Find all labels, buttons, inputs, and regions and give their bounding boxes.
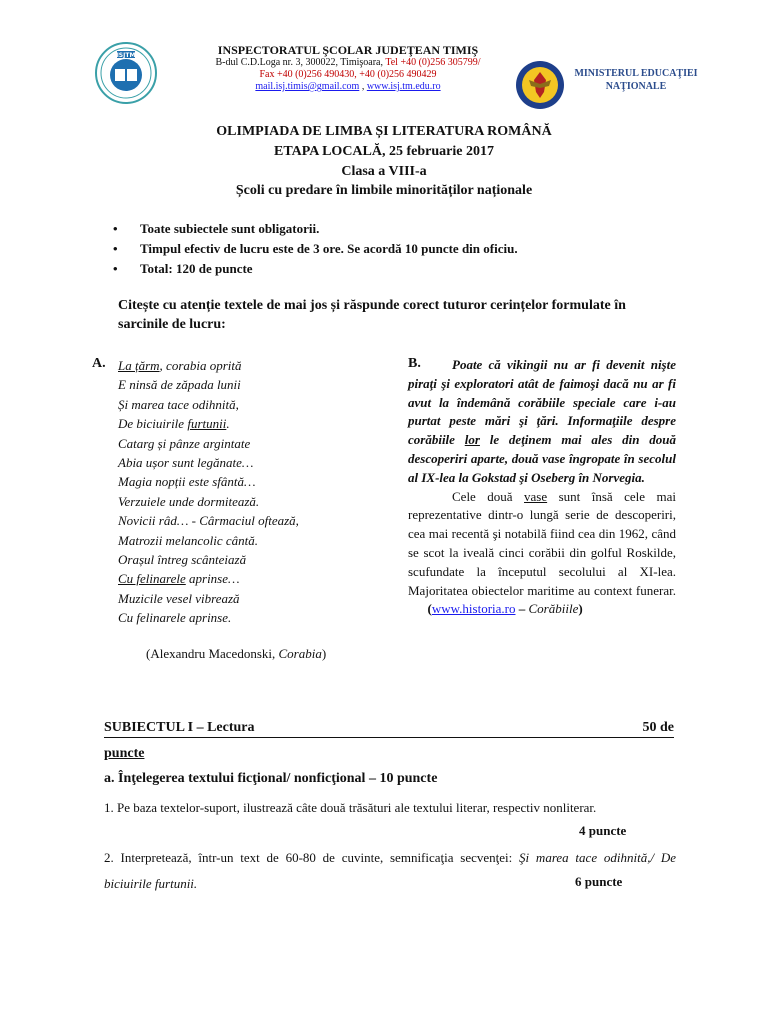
underlined-phrase: Cu felinarele: [118, 571, 186, 587]
poem-line: Muzicile vesel vibrează: [118, 590, 240, 606]
romania-coat-of-arms-icon: [515, 60, 565, 110]
website-link[interactable]: www.isj.tm.edu.ro: [366, 81, 441, 92]
poem-line: Matrozii melancolic cântă.: [118, 532, 258, 548]
section-a-label: a. Înţelegerea textului ficţional/ nonficţional: [104, 771, 366, 786]
poem-line-text: .: [226, 416, 230, 432]
poem-line: Cu felinarele aprinse.: [118, 610, 232, 626]
poem-line: [118, 356, 299, 375]
poem-line: E ninsă de zăpada lunii: [118, 377, 241, 393]
requirement-text: Pe baza textelor-suport, ilustrează câte două trăsături ale textului literar, respectiv nonliterar.: [113, 800, 597, 815]
poem-line: Magia nopții este sfântă…: [118, 474, 256, 490]
poem-line-text: De biciuirile: [118, 416, 188, 432]
title-olympiad: OLIMPIADA DE LIMBA ȘI LITERATURA ROMÂNĂ: [216, 124, 552, 139]
underlined-phrase: furtunii: [187, 416, 227, 432]
requirement-2-points: 6 puncte: [575, 874, 623, 889]
link-separator: ,: [359, 81, 367, 92]
subject-title: SUBIECTUL I – Lectura: [104, 720, 255, 735]
requirement-text: Interpretează, într-un text de 60-80 de cuvinte, semnificaţia secvenţei:: [113, 850, 520, 865]
bullet-icon: •: [113, 241, 118, 256]
source-dash: –: [515, 601, 529, 617]
requirement-1: [104, 795, 676, 821]
source-title: Corăbiile: [528, 601, 579, 617]
paragraph-text: sunt însă cele mai reprezentative dintr-o lungă serie de descoperiri, cea mai recentă şi notabilă fiind cea din 1962, când se scot la iveală cinci corăbii din golful Roskilde, scufundate la începutul secolului al XI-lea. Majoritatea obiectelor maritime au context funerar.: [408, 488, 676, 598]
attribution-author: (Alexandru Macedonski,: [146, 646, 279, 661]
requirement-1-points: 4 puncte: [579, 823, 627, 838]
poem-attribution: [146, 646, 326, 662]
underlined-word: lor: [464, 432, 480, 448]
rule-text: Toate subiectele sunt obligatorii.: [140, 221, 320, 236]
source-close: ): [578, 601, 583, 617]
points-word: puncte: [104, 746, 145, 761]
poem: [118, 356, 299, 628]
paragraph-text: Cele două: [452, 488, 525, 504]
address-line: [178, 57, 518, 69]
text-b-paragraph-2: [408, 488, 676, 620]
bullet-icon: •: [113, 221, 118, 236]
email-link[interactable]: mail.isj.timis@gmail.com: [255, 81, 360, 92]
poem-line-text: aprinse…: [185, 571, 240, 587]
underlined-word: vase: [524, 488, 548, 504]
institution-name: INSPECTORATUL ŞCOLAR JUDEŢEAN TIMIŞ: [217, 43, 479, 57]
ministry-name: MINISTERUL EDUCAŢIEI NAŢIONALE: [574, 68, 698, 92]
title-class: Clasa a VIII-a: [341, 164, 427, 179]
underlined-phrase: La țărm: [118, 358, 160, 373]
poem-line: [118, 414, 299, 433]
attribution-title: Corabia: [278, 646, 322, 661]
text-b: [408, 356, 676, 619]
logo-lettering: ISJTM: [116, 52, 136, 59]
bullet-icon: •: [113, 261, 118, 276]
text-b-label: B.: [408, 356, 421, 371]
requirement-quote: Şi marea tace odihnită,/ De biciuirile furtunii.: [104, 850, 676, 891]
rule-text: Timpul efectiv de lucru este de 3 ore. Se acordă 10 puncte din oficiu.: [140, 241, 518, 256]
paragraph-text: Poate că vikingii nu ar fi devenit nişte piraţi şi exploratori atât de faimoşi dacă nu ar fi avut la îndemână corăbiile speciale care i-au purtat peste mări şi ţări. Informaţiile despre corăbiile: [408, 357, 676, 448]
requirement-number: 1.: [104, 800, 114, 815]
poem-line: Verzuiele unde dormitează.: [118, 493, 260, 509]
links-line: [178, 81, 518, 93]
poem-line: Catarg și pânze argintate: [118, 435, 251, 451]
telephone: Tel +40 (0)256 305799/: [385, 57, 481, 68]
poem-line: Abia ușor sunt legănate…: [118, 455, 254, 471]
isj-timis-logo: [95, 42, 157, 104]
poem-line: [118, 569, 299, 588]
section-a-heading: [104, 771, 437, 787]
title-stage: ETAPA LOCALĂ, 25 februarie 2017: [274, 144, 494, 159]
source-open: (: [427, 601, 432, 617]
text-b-paragraph-1: [408, 356, 676, 488]
subject-points: 50 de: [642, 720, 674, 735]
subject-points-cont: [104, 746, 144, 762]
title-schools: Școli cu predare în limbile minorităților naționale: [235, 183, 533, 198]
text-a-label: A.: [92, 356, 106, 371]
address: B-dul C.D.Loga nr. 3, 300022, Timişoara,: [215, 57, 383, 68]
poem-line: Orașul întreg scânteiază: [118, 552, 247, 568]
instruction-text: Citește cu atenție textele de mai jos și răspunde corect tuturor cerințelor formulate în sarcinile de lucru:: [118, 298, 626, 332]
poem-line-text: , corabia oprită: [159, 358, 242, 373]
rule-text: Total: 120 de puncte: [140, 261, 253, 276]
paragraph-text: le deţinem mai ales din două descoperiri aparte, două vase îngropate în secolul al IX-lea la Gokstad şi Oseberg în Norvegia.: [408, 432, 676, 485]
section-a-points: – 10 puncte: [365, 771, 438, 786]
requirement-number: 2.: [104, 850, 114, 865]
header-contact-block: [178, 43, 518, 93]
instruction: [118, 296, 678, 334]
poem-line: Și marea tace odihnită,: [118, 396, 239, 412]
attribution-close: ): [321, 646, 327, 661]
fax: Fax +40 (0)256 490430, +40 (0)256 490429: [259, 69, 437, 80]
source-link[interactable]: www.historia.ro: [431, 601, 516, 617]
poem-line: Novicii râd… - Cârmaciul oftează,: [118, 513, 299, 529]
